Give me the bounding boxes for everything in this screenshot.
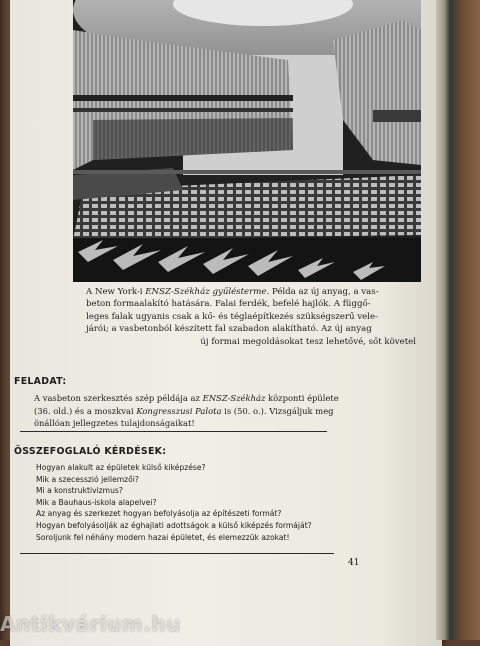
caption-text: A New York-i <box>86 287 146 297</box>
task-line <box>34 405 339 418</box>
question-item: Mik a Bauhaus-iskola alapelvei? <box>36 497 157 507</box>
caption-line: járói; a vasbetonból készített fal szabadon alakítható. Az új anyag <box>86 324 372 335</box>
photo-assembly-hall-icon <box>73 0 421 282</box>
caption-line <box>86 286 416 298</box>
caption-line: új formai megoldásokat tesz lehetővé, sőt követel <box>200 336 416 347</box>
page-edge <box>436 0 450 640</box>
question-item: Mi a konstruktivizmus? <box>36 486 123 496</box>
task-divider <box>20 431 327 432</box>
summary-divider <box>20 553 334 554</box>
task-body <box>34 392 339 430</box>
page-number: 41 <box>348 558 360 568</box>
task-line: önállóan jellegzetes tulajdonságaikat! <box>34 418 195 429</box>
question-item: Mik a szecesszió jellemzői? <box>36 474 139 484</box>
caption-text: Példa az új anyag, a vas- <box>269 287 379 297</box>
watermark: Antikvárium.hu <box>0 612 181 636</box>
assembly-hall-photo <box>73 0 421 282</box>
task-emphasis: ENSZ-Székház <box>202 393 266 403</box>
question-list <box>36 462 346 543</box>
task-text: (36. old.) és a moszkvai <box>34 405 137 416</box>
caption-line: leges falak ugyanis csak a kő- és téglaépítkezés szükségszerű vele- <box>86 311 379 322</box>
caption-line: beton formaalakító hatására. Falai ferdék, befelé hajlók. A függő- <box>86 299 371 310</box>
question-item: Hogyan alakult az épületek külső kiképzése? <box>36 463 206 472</box>
question-item: Az anyag és szerkezet hogyan befolyásolja az építészeti formát? <box>36 509 282 519</box>
summary-heading: ÖSSZEFOGLALÓ KÉRDÉSEK: <box>14 446 167 457</box>
task-line <box>34 392 339 405</box>
photo-caption <box>86 286 416 348</box>
task-emphasis: Kongresszusi Palota <box>136 405 222 416</box>
question-item: Hogyan befolyásolják az éghajlati adottságok a külső kiképzés formáját? <box>36 520 312 530</box>
caption-emphasis: ENSZ-Székház gyűlésterme. <box>145 287 270 297</box>
background-right <box>450 0 480 640</box>
task-text: A vasbeton szerkesztés szép példája az <box>34 393 203 403</box>
task-text: központi épülete <box>265 393 339 403</box>
task-text: is (50. o.). Vizsgáljuk meg <box>221 405 334 416</box>
task-heading: FELADAT: <box>14 376 67 387</box>
question-item: Soroljunk fel néhány modern hazai épületet, és elemezzük azokat! <box>36 532 290 542</box>
